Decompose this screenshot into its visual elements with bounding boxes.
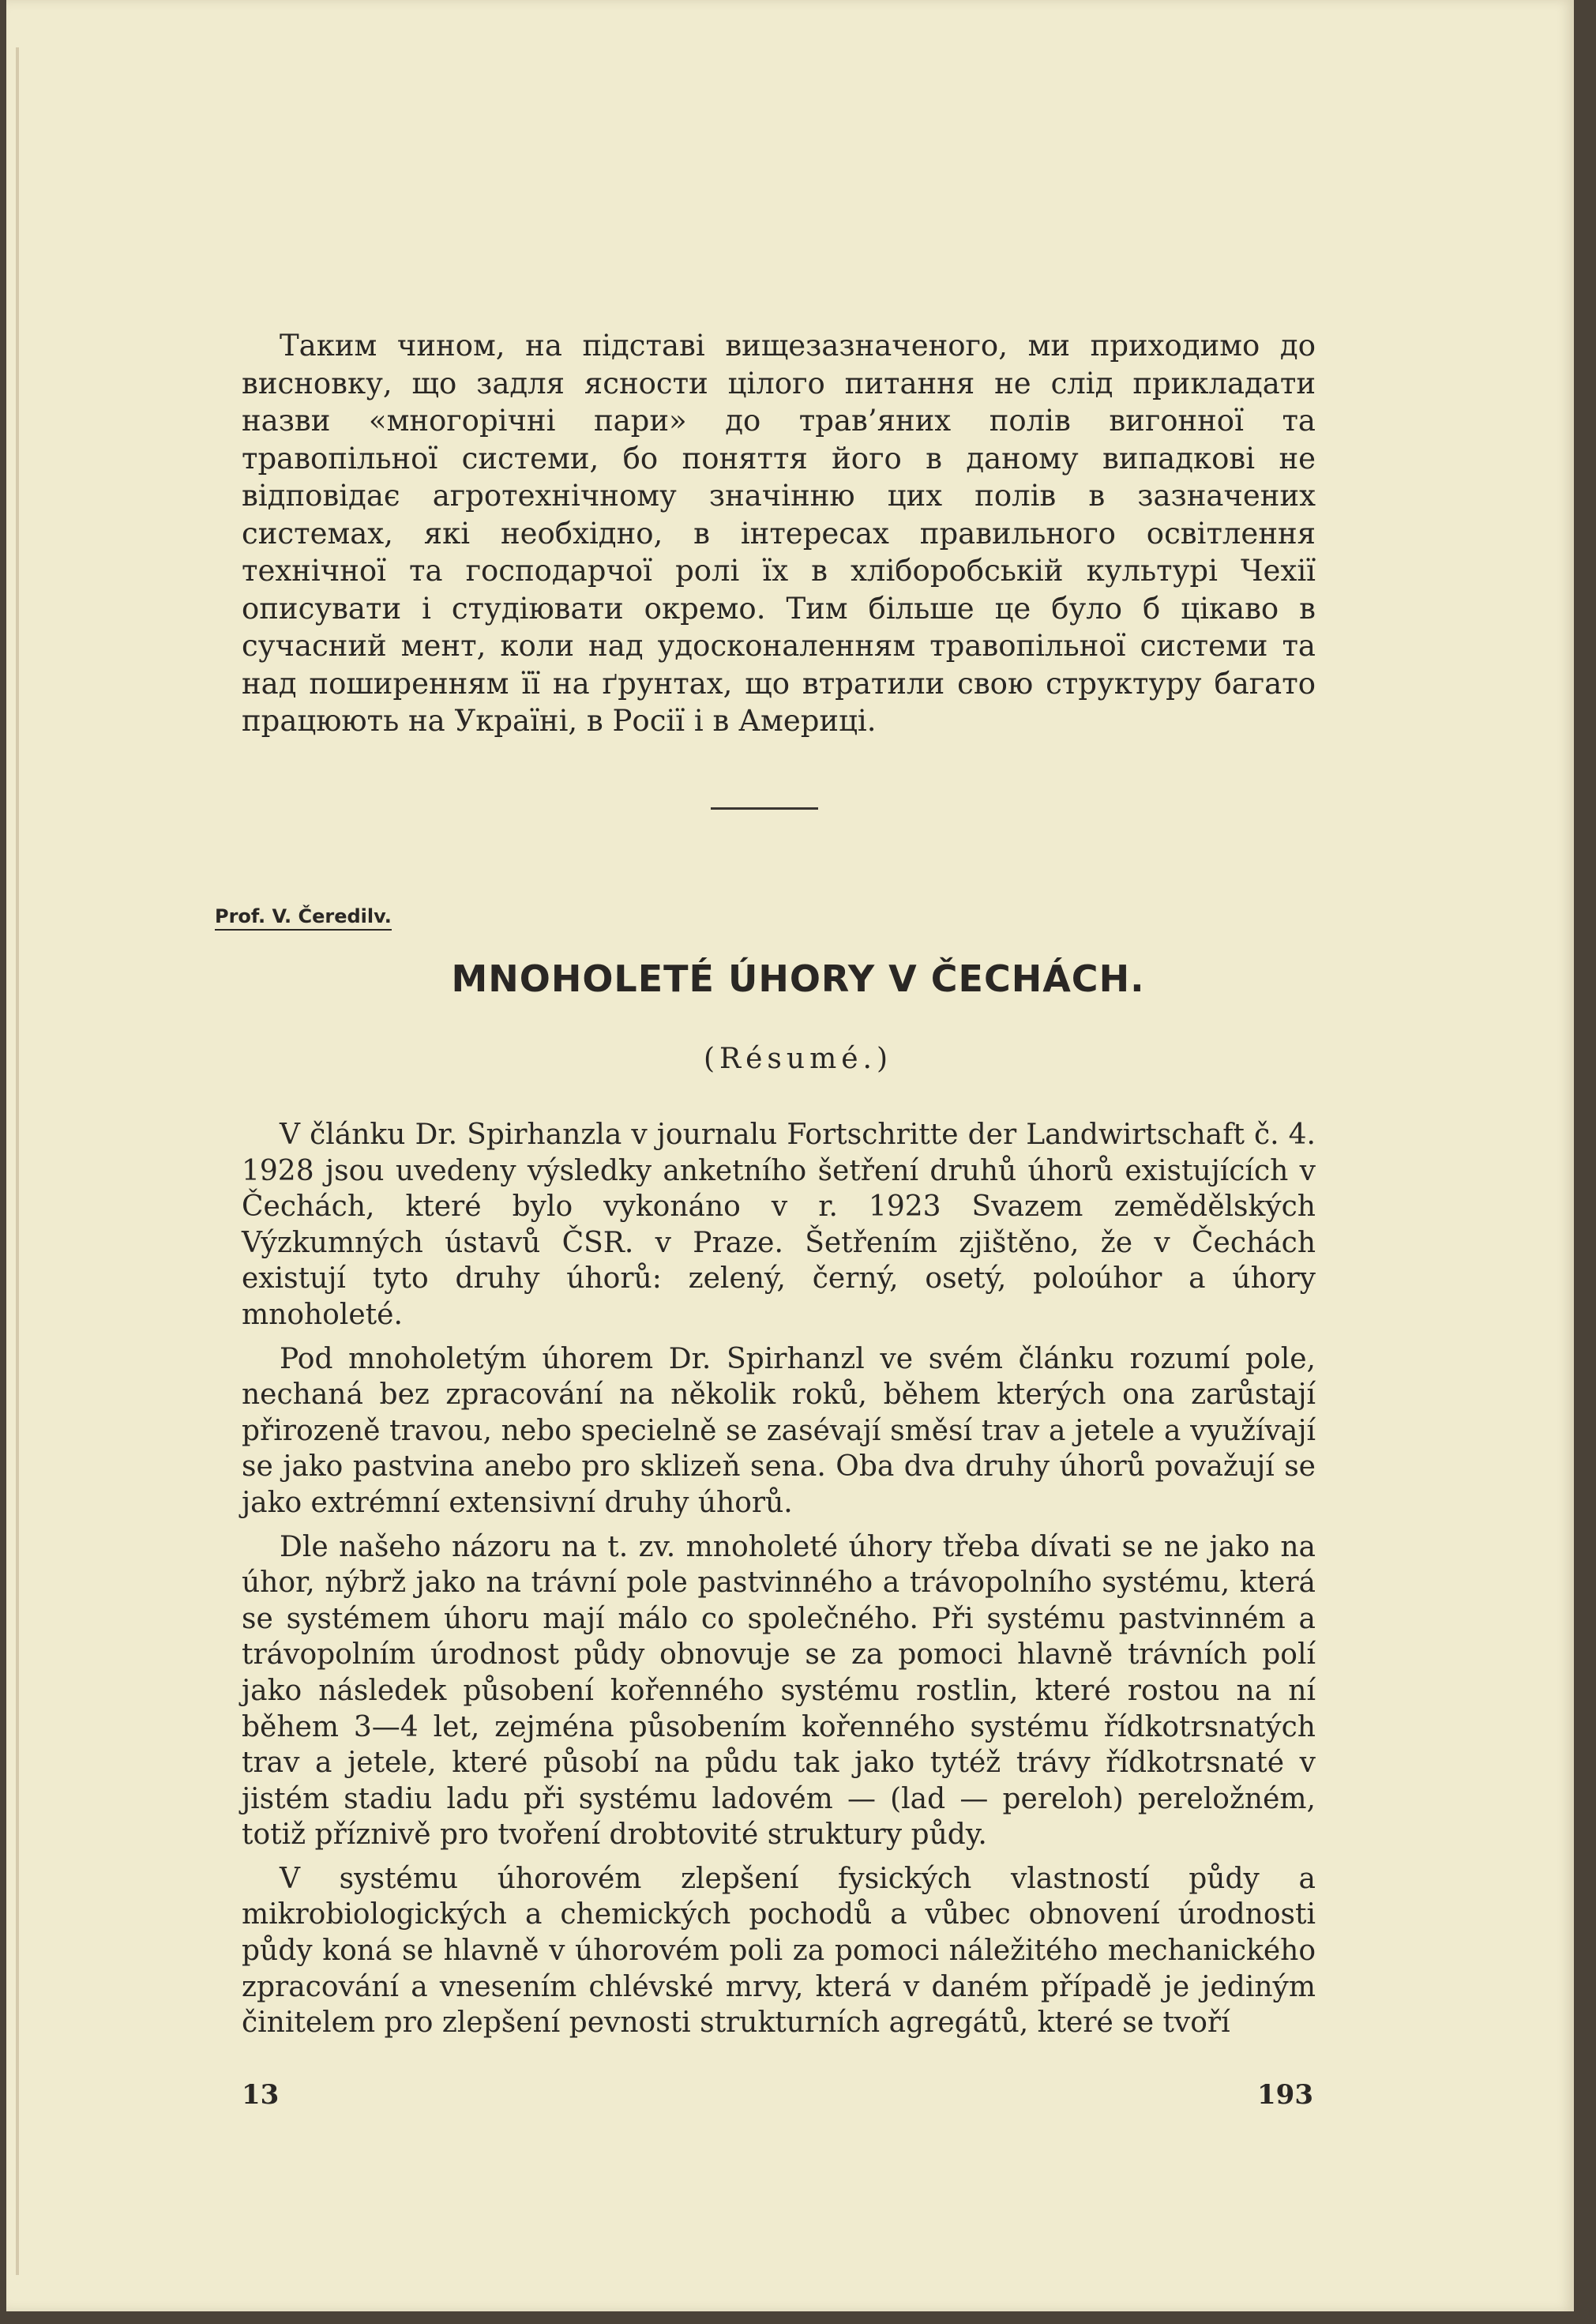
author-name: Prof. V. Čeredilv. (215, 905, 392, 931)
czech-paragraph-3: Dle našeho názoru na t. zv. mnoholeté úhory třeba dívati se ne jako na úhor, nýbrž jako na trávní pole pastvinného a trávopolního systému, která se systémem úhoru mají málo co společného. Při systému pastvinném a trávopolním úrodnost půdy obnovuje se za pomoci hlavně trávních polí jako následek působení kořenného systému rostlin, které rostou na ní během 3—4 let, zejména působením kořenného systému řídkotrsnatých trav a jetele, které působí na půdu tak jako tytéž trávy řídkotrsnaté v jistém stadiu ladu při systému ladovém — (lad — pereloh) pereložném, totiž příznivě pro tvoření drobtovité struktury půdy. (242, 1530, 1316, 1852)
binding-edge (16, 47, 19, 2275)
article-title: MNOHOLETÉ ÚHORY V ČECHÁCH. (451, 957, 1145, 1000)
czech-paragraph-4: V systému úhorovém zlepšení fysických vlastností půdy a mikrobiologických a chemických pochodů a vůbec obnovení úrodnosti půdy koná se hlavně v úhorovém poli za pomoci náležitého mechanického zpracování a vnesením chlévské mrvy, která v daném případě je jediným činitelem pro zlepšení pevnosti strukturních agregátů, které se tvoří (242, 1862, 1316, 2040)
ukrainian-paragraph: Таким чином, на підставі вищезазначеного, ми приходимо до висновку, що задля ясности цілого питання не слід прикладати назви «многорічні пари» до трав’яних полів вигонної та травопільної системи, бо поняття його в даному випадкові не відповідає агротехнічному значінню цих полів в зазначених системах, які необхідно, в інтересах правильного освітлення технічної та господарчої ролі їх в хліборобській культурі Чехії описувати і студіювати окремо. Тим більше це було б цікаво в сучасний мент, коли над удосконаленням травопільної системи та над поширенням її на ґрунтах, що втратили свою структуру багато працюють на Україні, в Росії і в Америці. (242, 329, 1316, 738)
signature-mark: 13 (242, 2079, 280, 2111)
czech-paragraph-2: Pod mnoholetým úhorem Dr. Spirhanzl ve svém článku rozumí pole, nechaná bez zpracování na několik roků, během kterých ona zarůstají přirozeně travou, nebo specielně se zasévají směsí trav a jetele a využívají se jako pastvina anebo pro sklizeň sena. Oba dva druhy úhorů považují se jako extrémní extensivní druhy úhorů. (242, 1342, 1316, 1519)
article-subtitle: (Résumé.) (703, 1043, 893, 1075)
czech-paragraph-1: V článku Dr. Spirhanzla v journalu Fortschritte der Landwirtschaft č. 4. 1928 jsou uvedeny výsledky anketního šetření druhů úhorů existujících v Čechách, které bylo vykonáno v r. 1923 Svazem zemědělských Výzkumných ústavů ČSR. v Praze. Šetřením zjištěno, že v Čechách existují tyto druhy úhorů: zelený, černý, osetý, poloúhor a úhory mnoholeté. (242, 1119, 1316, 1331)
czech-body (242, 1117, 1316, 2049)
section-divider (711, 807, 818, 810)
page-number: 193 (1257, 2079, 1313, 2111)
